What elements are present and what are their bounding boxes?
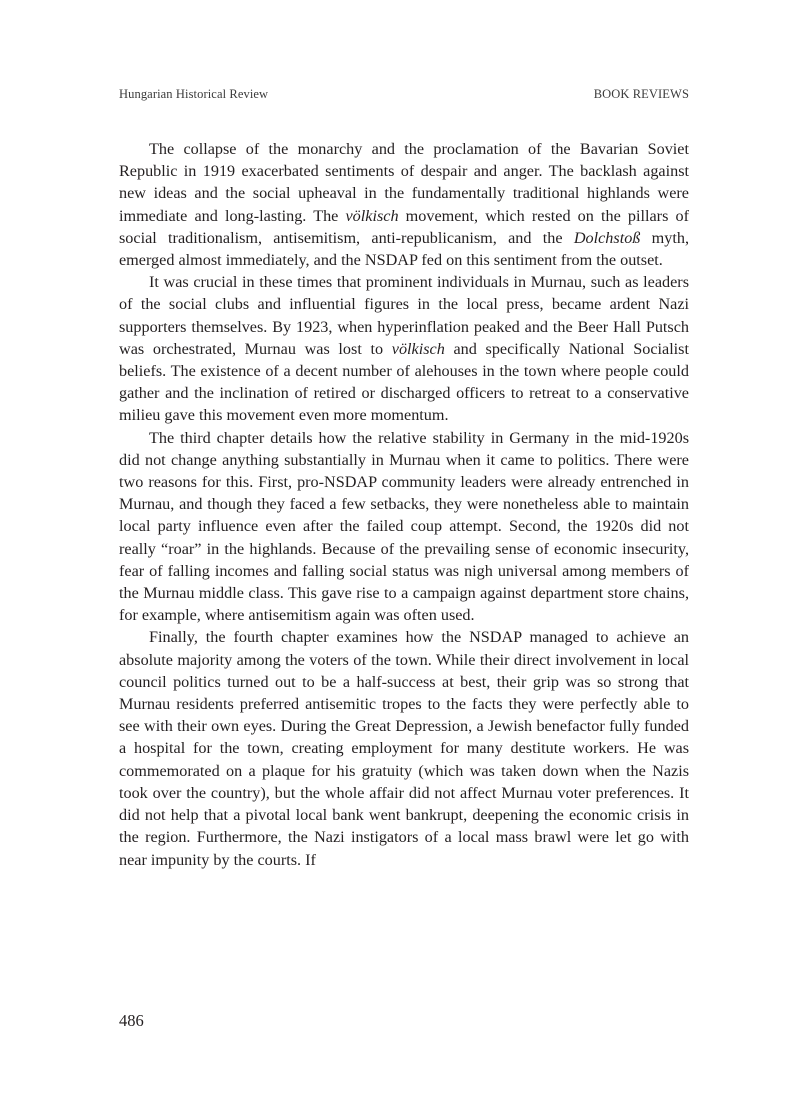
body-paragraph (119, 427, 689, 627)
body-paragraph (119, 138, 689, 271)
section-title: BOOK REVIEWS (593, 87, 689, 101)
italic-term: völkisch (345, 206, 399, 225)
text-run: myth, emerged almost immediately, and the NSDAP fed on this sentiment from the outset. (119, 228, 690, 270)
article-body (119, 138, 689, 871)
italic-term: Dolchstoß (573, 228, 641, 247)
body-paragraph (119, 626, 689, 870)
text-run: and specifically National Socialist beliefs. The existence of a decent number of alehouses in the town where people could gather and the inclination of retired or discharged officers to retreat to a conservative milieu gave this movement even more momentum. (119, 339, 689, 425)
body-paragraph (119, 271, 689, 426)
text-run: It was crucial in these times that prominent individuals in Murnau, such as leaders of the social clubs and influential figures in the local press, became ardent Nazi supporters themselves. By 1923, when hyperinflation peaked and the Beer Hall Putsch was orchestrated, Murnau was lost to (119, 273, 689, 358)
text-run: movement, which rested on the pillars of social traditionalism, antisemitism, anti-republicanism, and the (119, 206, 689, 247)
italic-term: völkisch (391, 339, 445, 358)
running-header (119, 87, 689, 102)
journal-title: Hungarian Historical Review (119, 87, 269, 101)
page-number: 486 (119, 1011, 144, 1030)
text-run: Finally, the fourth chapter examines how the NSDAP managed to achieve an absolute majority among the voters of the town. While their direct involvement in local council politics turned out to be a half-success at best, their grip was so strong that Murnau residents preferred antisemitic tropes to the facts they were perfectly able to see with their own eyes. During the Great Depression, a Jewish benefactor fully funded a hospital for the town, creating employment for many destitute workers. He was commemorated on a plaque for his gratuity (which was taken down when the Nazis took over the country), but the whole affair did not affect Murnau voter preferences. It did not help that a pivotal local bank went bankrupt, deepening the economic crisis in the region. Furthermore, the Nazi instigators of a local mass brawl were let go with near impunity by the courts. If (119, 628, 689, 869)
text-run: The third chapter details how the relative stability in Germany in the mid-1920s did not change anything substantially in Murnau when it came to politics. There were two reasons for this. First, pro-NSDAP community leaders were already entrenched in Murnau, and though they faced a few setbacks, they were nonetheless able to maintain local party influence even after the failed coup attempt. Second, the 1920s did not really “roar” in the highlands. Because of the prevailing sense of economic insecurity, fear of falling incomes and falling social status was nigh universal among members of the Murnau middle class. This gave rise to a campaign against department store chains, for example, where antisemitism again was often used. (119, 428, 689, 625)
text-run: The collapse of the monarchy and the proclamation of the Bavarian Soviet Republic in 1919 exacerbated sentiments of despair and anger. The backlash against new ideas and the social upheaval in the fundamentally traditional highlands were immediate and long-lasting. The (119, 140, 689, 225)
